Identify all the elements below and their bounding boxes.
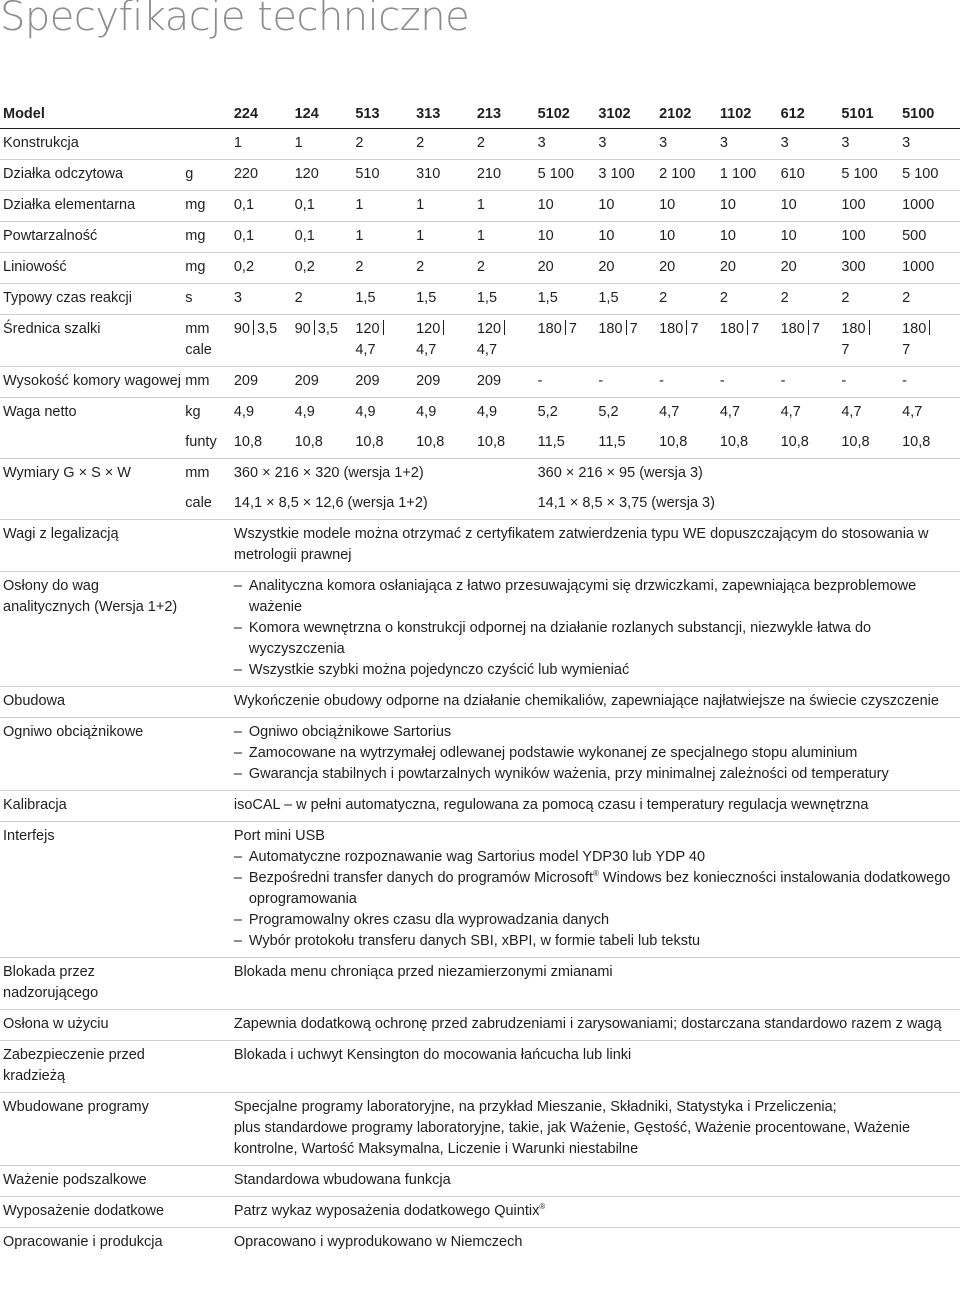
table-row (0, 398, 960, 429)
unit-mm: mm (185, 321, 210, 337)
pan-cell (231, 315, 292, 367)
value-cell: 4,7 (841, 404, 862, 420)
value-cell: - (537, 373, 543, 389)
list-item: – Komora wewnętrzna o konstrukcji odpornej na działanie rozlanych substancji, niezwykle łatwa do wyczyszczenia (234, 618, 960, 660)
pan-cell (656, 315, 717, 367)
feature-text: Opracowano i wyprodukowano w Niemczech (233, 1234, 523, 1250)
value-cell: 1 (476, 197, 485, 213)
value-cell: 2 (659, 290, 668, 306)
model-header: 313 (416, 106, 441, 122)
row-label: Konstrukcja (3, 135, 79, 151)
feature-row (0, 1197, 960, 1228)
table-row (0, 284, 960, 315)
feature-row (0, 958, 960, 1010)
value-cell: - (719, 373, 725, 389)
feature-row (0, 1010, 960, 1041)
pan-cell (899, 315, 960, 367)
value-cell: 10,8 (233, 434, 263, 450)
row-label (0, 489, 182, 520)
pan-mm: 90 (233, 321, 250, 337)
dimensions-v12: 360 × 216 × 320 (wersja 1+2) (233, 465, 424, 481)
value-cell: 10 (537, 228, 554, 244)
value-cell: 120 (294, 166, 319, 182)
value-cell: 2 100 (659, 166, 696, 182)
value-cell: 1 (416, 228, 425, 244)
unit-inch: cale (185, 342, 212, 358)
model-header: 612 (780, 106, 805, 122)
value-cell: 0,2 (233, 259, 255, 275)
value-cell: 2 (780, 290, 789, 306)
feature-row (0, 822, 960, 958)
pan-inch: 3,5 (257, 321, 278, 337)
row-label: Działka elementarna (3, 197, 136, 213)
row-label (0, 428, 182, 459)
programs-line: plus standardowe programy laboratoryjne, takie, jak Ważenie, Gęstość, Ważenie procentowane, Ważenie kontrolne, Wartość Maksymalna, Liczenie i Warunki niestabilne (233, 1120, 911, 1157)
pan-inch: 7 (811, 321, 820, 337)
feature-row (0, 791, 960, 822)
value-cell: 2 (294, 290, 303, 306)
value-cell: 10 (719, 228, 736, 244)
unit-cell (182, 315, 231, 367)
value-cell: - (780, 373, 786, 389)
value-cell: 20 (659, 259, 676, 275)
value-cell: 1,5 (476, 290, 498, 306)
feature-row (0, 520, 960, 572)
pan-inch: 4,7 (355, 342, 376, 358)
value-cell: 1,5 (355, 290, 376, 306)
unit-cell: mg (185, 259, 206, 275)
row-label: Wymiary G × S × W (3, 465, 131, 481)
value-cell: 4,9 (233, 404, 255, 420)
list-item: – Ogniwo obciążnikowe Sartorius (234, 722, 960, 743)
feature-text: Zapewnia dodatkową ochronę przed zabrudzeniami i zarysowaniami; dostarczana standardowo razem z wagą (233, 1016, 942, 1032)
pan-inch: 7 (690, 321, 699, 337)
value-cell: 3 (719, 135, 728, 151)
pan-cell (595, 315, 656, 367)
value-cell: 10,8 (416, 434, 445, 450)
value-cell: 3 (537, 135, 546, 151)
value-cell: 1 (355, 197, 364, 213)
row-label: Ważenie podszalkowe (3, 1172, 147, 1188)
row-label: Model (3, 106, 45, 122)
unit-cell (182, 791, 231, 822)
feature-text (231, 1197, 960, 1228)
table-row (0, 367, 960, 398)
pan-cell (352, 315, 413, 367)
row-label: Średnica szalki (3, 321, 101, 337)
feature-text: Blokada menu chroniąca przed niezamierzonymi zmianami (233, 964, 613, 980)
pan-inch: 7 (629, 321, 638, 337)
value-cell: 209 (233, 373, 259, 389)
value-cell: 0,1 (233, 228, 255, 244)
value-cell: 10 (719, 197, 736, 213)
value-cell: 3 (598, 135, 607, 151)
unit-cell (182, 1010, 231, 1041)
row-label: Zabezpieczenie przed kradzieżą (3, 1047, 145, 1084)
value-cell: 10,8 (355, 434, 384, 450)
value-cell: 10,8 (902, 434, 931, 450)
value-cell: 2 (476, 135, 485, 151)
table-row (0, 191, 960, 222)
model-header: 513 (355, 106, 380, 122)
value-cell: 2 (476, 259, 485, 275)
pan-inch: 4,7 (416, 342, 437, 358)
feature-row (0, 572, 960, 687)
model-header: 5100 (902, 106, 935, 122)
pan-mm: 180 (841, 321, 866, 337)
value-cell: 1 100 (719, 166, 757, 182)
value-cell: 10,8 (476, 434, 506, 450)
feature-text-part: Patrz wykaz wyposażenia dodatkowego Quintix (233, 1203, 540, 1219)
separator (747, 320, 748, 335)
unit-cell (182, 958, 231, 1010)
value-cell: 3 100 (598, 166, 635, 182)
value-cell: - (841, 373, 847, 389)
dimensions-v3: 14,1 × 8,5 × 3,75 (wersja 3) (537, 495, 715, 511)
value-cell: 1 (416, 197, 425, 213)
row-label: Liniowość (3, 259, 67, 275)
value-cell: 1 (355, 228, 364, 244)
value-cell: 2 (416, 135, 425, 151)
value-cell: 10,8 (294, 434, 323, 450)
pan-mm: 180 (902, 321, 927, 337)
row-label: Działka odczytowa (3, 166, 124, 182)
row-label: Waga netto (3, 404, 77, 420)
feature-text (231, 1093, 960, 1166)
unit-cell: mg (185, 197, 206, 213)
value-cell: 0,1 (294, 197, 315, 213)
value-cell: 1,5 (416, 290, 437, 306)
separator (443, 320, 444, 335)
value-cell: 10 (537, 197, 554, 213)
row-label: Ogniwo obciążnikowe (3, 724, 144, 740)
model-header: 124 (294, 106, 319, 122)
value-cell: 3 (841, 135, 850, 151)
value-cell: 210 (476, 166, 502, 182)
value-cell: 3 (780, 135, 789, 151)
feature-list (234, 847, 960, 952)
unit-cell (182, 822, 231, 958)
value-cell: 20 (780, 259, 797, 275)
value-cell: 5,2 (537, 404, 558, 420)
value-cell: 3 (902, 135, 911, 151)
list-item: – Zamocowane na wytrzymałej odlewanej podstawie wykonanej ze specjalnego stopu aluminium (234, 743, 960, 764)
dimensions-v12: 14,1 × 8,5 × 12,6 (wersja 1+2) (233, 495, 428, 511)
feature-list (234, 576, 960, 681)
pan-inch: 7 (568, 321, 577, 337)
model-header: 213 (476, 106, 502, 122)
unit-cell: funty (185, 434, 217, 450)
separator (504, 320, 505, 335)
value-cell: 10,8 (841, 434, 870, 450)
value-cell: 20 (537, 259, 554, 275)
unit-cell (182, 1166, 231, 1197)
model-header: 5102 (537, 106, 570, 122)
unit-cell (182, 687, 231, 718)
value-cell: 1,5 (598, 290, 619, 306)
value-cell: 220 (233, 166, 259, 182)
table-row (0, 253, 960, 284)
unit-cell (182, 129, 231, 160)
unit-cell (182, 100, 231, 129)
value-cell: 100 (841, 197, 866, 213)
value-cell: 10 (659, 228, 676, 244)
separator (808, 320, 809, 335)
list-item: – Gwarancja stabilnych i powtarzalnych wyników ważenia, przy minimalnej zależności od temperatury (234, 764, 960, 785)
value-cell: 20 (719, 259, 736, 275)
separator (314, 320, 315, 335)
value-cell: 100 (841, 228, 866, 244)
value-cell: 5 100 (841, 166, 878, 182)
model-header: 1102 (719, 106, 752, 122)
row-label: Wagi z legalizacją (3, 526, 119, 542)
value-cell: 4,7 (659, 404, 680, 420)
value-cell: 10 (780, 197, 797, 213)
feature-row (0, 1228, 960, 1259)
feature-list (234, 722, 960, 785)
separator (869, 320, 870, 335)
value-cell: 10 (659, 197, 676, 213)
value-cell: 4,7 (719, 404, 741, 420)
value-cell: - (902, 373, 907, 389)
separator (929, 320, 930, 335)
value-cell: 310 (416, 166, 441, 182)
pan-mm: 180 (537, 321, 562, 337)
list-item: – Wybór protokołu transferu danych SBI, xBPI, w formie tabeli lub tekstu (234, 931, 960, 952)
value-cell: 10,8 (719, 434, 749, 450)
pan-mm: 120 (416, 321, 441, 337)
row-label: Kalibracja (3, 797, 67, 813)
feature-row (0, 718, 960, 791)
pan-mm: 180 (598, 321, 623, 337)
pan-cell (838, 315, 899, 367)
unit-cell (182, 572, 231, 687)
row-label: Wyposażenie dodatkowe (3, 1203, 165, 1219)
pan-mm: 90 (294, 321, 311, 337)
value-cell: 4,9 (294, 404, 315, 420)
table-row (0, 222, 960, 253)
pan-inch: 3,5 (317, 321, 338, 337)
feature-text (231, 572, 960, 687)
value-cell: 20 (598, 259, 615, 275)
list-item-text: Windows bez konieczności instalowania dodatkowego oprogramowania (248, 870, 951, 907)
value-cell: 300 (841, 259, 866, 275)
unit-cell: s (185, 290, 193, 306)
table-row (0, 489, 960, 520)
feature-text (231, 822, 960, 958)
row-label: Obudowa (3, 693, 66, 709)
table-row (0, 129, 960, 160)
value-cell: 1 (233, 135, 242, 151)
value-cell: 4,7 (780, 404, 801, 420)
pan-mm: 180 (719, 321, 745, 337)
value-cell: 4,9 (476, 404, 498, 420)
pan-inch: 7 (751, 321, 760, 337)
separator (253, 320, 254, 335)
value-cell: 209 (355, 373, 380, 389)
separator (565, 320, 566, 335)
value-cell: 4,7 (902, 404, 923, 420)
feature-text: Wszystkie modele można otrzymać z certyfikatem zatwierdzenia typu WE dopuszczającym do stosowania w metrologii prawnej (233, 526, 929, 563)
pan-cell (535, 315, 596, 367)
value-cell: 2 (719, 290, 728, 306)
row-label: Osłona w użyciu (3, 1016, 109, 1032)
unit-cell (182, 520, 231, 572)
value-cell: - (598, 373, 604, 389)
value-cell: 1000 (902, 259, 935, 275)
value-cell: 10 (780, 228, 797, 244)
page-title: Specyfikacje techniczne (0, 0, 470, 40)
model-header: 3102 (598, 106, 631, 122)
value-cell: 11,5 (537, 434, 565, 450)
value-cell: 1 (476, 228, 485, 244)
feature-text (231, 718, 960, 791)
value-cell: 2 (416, 259, 425, 275)
value-cell: 5 100 (902, 166, 939, 182)
unit-cell: g (185, 166, 194, 182)
row-label: Opracowanie i produkcja (3, 1234, 163, 1250)
feature-text: Standardowa wbudowana funkcja (233, 1172, 451, 1188)
unit-cell: mg (185, 228, 206, 244)
value-cell: 2 (902, 290, 911, 306)
pan-cell (474, 315, 535, 367)
row-label: Powtarzalność (3, 228, 98, 244)
pan-mm: 120 (476, 321, 502, 337)
spec-table (0, 100, 960, 1258)
feature-row (0, 1093, 960, 1166)
programs-line: Specjalne programy laboratoryjne, na przykład Mieszanie, Składniki, Statystyka i Przeliczenia; (233, 1099, 837, 1115)
pan-mm: 180 (780, 321, 805, 337)
value-cell: 4,9 (355, 404, 376, 420)
value-cell: 1,5 (537, 290, 558, 306)
value-cell: 10,8 (659, 434, 688, 450)
value-cell: 0,1 (233, 197, 255, 213)
pan-cell (413, 315, 474, 367)
value-cell: 510 (355, 166, 380, 182)
feature-row (0, 687, 960, 718)
dimensions-v3: 360 × 216 × 95 (wersja 3) (537, 465, 703, 481)
value-cell: 3 (659, 135, 668, 151)
list-item-text: Bezpośredni transfer danych do programów Microsoft (248, 870, 593, 886)
pan-cell (717, 315, 778, 367)
model-header: 224 (233, 106, 259, 122)
value-cell: 610 (780, 166, 805, 182)
pan-mm: 120 (355, 321, 380, 337)
table-row (0, 459, 960, 490)
list-item: – Analityczna komora osłaniająca z łatwo przesuwającymi się drzwiczkami, zapewniająca bezproblemowe ważenie (234, 576, 960, 618)
value-cell: - (659, 373, 664, 389)
value-cell: 2 (841, 290, 850, 306)
value-cell: 500 (902, 228, 927, 244)
pan-inch: 7 (902, 342, 911, 358)
value-cell: 4,9 (416, 404, 437, 420)
pan-cell (778, 315, 839, 367)
feature-text: Blokada i uchwyt Kensington do mocowania łańcucha lub linki (233, 1047, 632, 1063)
pan-cell (292, 315, 353, 367)
unit-cell (182, 1228, 231, 1259)
table-row (0, 428, 960, 459)
pan-inch: 4,7 (476, 342, 498, 358)
row-label: Wysokość komory wagowej (3, 373, 181, 389)
value-cell: 1000 (902, 197, 935, 213)
value-cell: 0,2 (294, 259, 315, 275)
feature-row (0, 1166, 960, 1197)
value-cell: 10 (598, 228, 615, 244)
row-label: Interfejs (3, 828, 55, 844)
interface-intro: Port mini USB (233, 828, 325, 844)
feature-text: isoCAL – w pełni automatyczna, regulowana za pomocą czasu i temperatury regulacja wewnętrzna (233, 797, 869, 813)
table-row (0, 160, 960, 191)
unit-cell (182, 1041, 231, 1093)
unit-cell: cale (185, 495, 212, 511)
row-label: Osłony do wag analitycznych (Wersja 1+2) (3, 578, 178, 615)
list-item (234, 868, 960, 910)
value-cell: 1 (294, 135, 303, 151)
registered-mark: ® (539, 1202, 546, 1212)
value-cell: 5,2 (598, 404, 619, 420)
value-cell: 209 (476, 373, 502, 389)
list-item: – Automatyczne rozpoznawanie wag Sartorius model YDP30 lub YDP 40 (234, 847, 960, 868)
unit-cell: mm (185, 465, 210, 481)
unit-cell: kg (185, 404, 201, 420)
value-cell: 5 100 (537, 166, 574, 182)
value-cell: 3 (233, 290, 242, 306)
table-header-row (0, 100, 960, 129)
model-header: 5101 (841, 106, 874, 122)
unit-cell (182, 1197, 231, 1228)
value-cell: 10 (598, 197, 615, 213)
list-item: – Programowalny okres czasu dla wyprowadzania danych (234, 910, 960, 931)
row-label: Blokada przez nadzorującego (3, 964, 99, 1001)
unit-cell (182, 718, 231, 791)
row-label: Typowy czas reakcji (3, 290, 132, 306)
unit-cell: mm (185, 373, 210, 389)
value-cell: 10,8 (780, 434, 809, 450)
value-cell: 0,1 (294, 228, 315, 244)
value-cell: 2 (355, 135, 364, 151)
list-item: – Wszystkie szybki można pojedynczo czyścić lub wymieniać (234, 660, 960, 681)
pan-mm: 180 (659, 321, 684, 337)
pan-inch: 7 (841, 342, 850, 358)
unit-cell (182, 1093, 231, 1166)
feature-text: Wykończenie obudowy odporne na działanie chemikaliów, zapewniające najłatwiejsze na świecie czyszczenie (233, 693, 939, 709)
value-cell: 2 (355, 259, 364, 275)
separator (383, 320, 384, 335)
value-cell: 209 (294, 373, 319, 389)
model-header: 2102 (659, 106, 692, 122)
table-row (0, 315, 960, 367)
value-cell: 11,5 (598, 434, 626, 450)
value-cell: 209 (416, 373, 441, 389)
separator (686, 320, 687, 335)
row-label: Wbudowane programy (3, 1099, 149, 1115)
feature-row (0, 1041, 960, 1093)
separator (626, 320, 627, 335)
registered-mark: ® (593, 869, 599, 879)
